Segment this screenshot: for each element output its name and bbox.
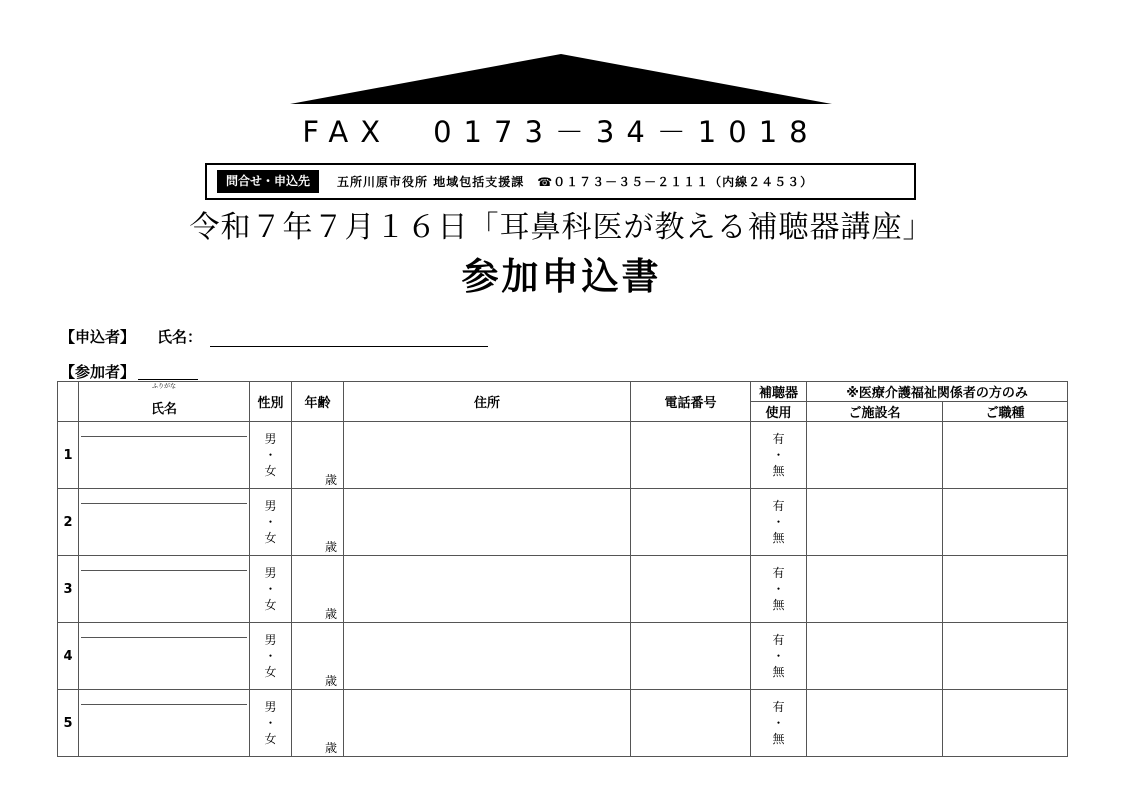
hearing-no[interactable]: 無 bbox=[772, 665, 785, 679]
facility-field[interactable] bbox=[807, 690, 943, 757]
kana-divider bbox=[81, 704, 247, 705]
row-number: 1 bbox=[58, 422, 79, 489]
phone-field[interactable] bbox=[631, 422, 751, 489]
age-field[interactable] bbox=[292, 623, 344, 690]
hearing-aid-choice[interactable] bbox=[751, 489, 807, 556]
gender-choice[interactable] bbox=[250, 422, 292, 489]
table-row bbox=[58, 422, 1068, 489]
hearing-dot: ・ bbox=[772, 649, 785, 663]
row-number: 3 bbox=[58, 556, 79, 623]
participant-name-field[interactable] bbox=[79, 556, 250, 623]
facility-field[interactable] bbox=[807, 556, 943, 623]
kana-divider bbox=[81, 570, 247, 571]
header-phone: 電話番号 bbox=[631, 382, 751, 422]
gender-female[interactable]: 女 bbox=[264, 665, 277, 679]
age-field[interactable] bbox=[292, 690, 344, 757]
header-hearing-aid-line1: 補聴器 bbox=[751, 382, 807, 402]
document-title: 参加申込書 bbox=[461, 255, 662, 298]
hearing-no[interactable]: 無 bbox=[772, 464, 785, 478]
phone-field[interactable] bbox=[631, 690, 751, 757]
hearing-no[interactable]: 無 bbox=[772, 732, 785, 746]
hearing-dot: ・ bbox=[772, 448, 785, 462]
header-age: 年齢 bbox=[292, 382, 344, 422]
gender-female[interactable]: 女 bbox=[264, 732, 277, 746]
hearing-aid-choice[interactable] bbox=[751, 690, 807, 757]
hearing-aid-choice[interactable] bbox=[751, 422, 807, 489]
contact-box bbox=[205, 163, 916, 200]
header-facility: ご施設名 bbox=[807, 402, 943, 422]
phone-field[interactable] bbox=[631, 489, 751, 556]
header-medical-note: ※医療介護福祉関係者の方のみ bbox=[807, 382, 1068, 402]
address-field[interactable] bbox=[344, 690, 631, 757]
header-gender: 性別 bbox=[250, 382, 292, 422]
age-field[interactable] bbox=[292, 422, 344, 489]
age-field[interactable] bbox=[292, 489, 344, 556]
gender-choice[interactable] bbox=[250, 623, 292, 690]
hearing-dot: ・ bbox=[772, 515, 785, 529]
gender-dot: ・ bbox=[264, 515, 277, 529]
gender-female[interactable]: 女 bbox=[264, 531, 277, 545]
hearing-no[interactable]: 無 bbox=[772, 598, 785, 612]
facility-field[interactable] bbox=[807, 623, 943, 690]
applicant-name-field[interactable] bbox=[210, 326, 488, 347]
participants-label-text: 【参加者】 bbox=[60, 363, 136, 381]
occupation-field[interactable] bbox=[943, 623, 1068, 690]
contact-text: 五所川原市役所 地域包括支援課 ☎０１７３－３５－２１１１（内線２４５３） bbox=[337, 175, 814, 189]
hearing-yes[interactable]: 有 bbox=[772, 499, 785, 513]
row-number: 4 bbox=[58, 623, 79, 690]
applicant-section bbox=[60, 326, 488, 347]
header-occupation: ご職種 bbox=[943, 402, 1068, 422]
hearing-dot: ・ bbox=[772, 582, 785, 596]
gender-dot: ・ bbox=[264, 649, 277, 663]
table-row bbox=[58, 556, 1068, 623]
age-unit: 歳 bbox=[325, 473, 338, 487]
kana-divider bbox=[81, 436, 247, 437]
facility-field[interactable] bbox=[807, 422, 943, 489]
event-title: 令和７年７月１６日「耳鼻科医が教える補聴器講座」 bbox=[189, 210, 934, 245]
header-address: 住所 bbox=[344, 382, 631, 422]
table-row bbox=[58, 623, 1068, 690]
hearing-yes[interactable]: 有 bbox=[772, 633, 785, 647]
age-unit: 歳 bbox=[325, 607, 338, 621]
phone-field[interactable] bbox=[631, 556, 751, 623]
gender-choice[interactable] bbox=[250, 556, 292, 623]
hearing-aid-choice[interactable] bbox=[751, 623, 807, 690]
applicant-label: 【申込者】 bbox=[60, 328, 136, 346]
address-field[interactable] bbox=[344, 556, 631, 623]
hearing-aid-choice[interactable] bbox=[751, 556, 807, 623]
age-unit: 歳 bbox=[325, 540, 338, 554]
participant-name-field[interactable] bbox=[79, 422, 250, 489]
row-number: 5 bbox=[58, 690, 79, 757]
address-field[interactable] bbox=[344, 623, 631, 690]
participant-name-field[interactable] bbox=[79, 623, 250, 690]
fax-number: FAX 0173－34－1018 bbox=[302, 115, 820, 149]
header-name-label: 氏名 bbox=[150, 402, 177, 417]
occupation-field[interactable] bbox=[943, 690, 1068, 757]
age-unit: 歳 bbox=[325, 741, 338, 755]
contact-label: 問合せ・申込先 bbox=[217, 170, 319, 193]
header-hearing-aid-line2: 使用 bbox=[751, 402, 807, 422]
participants-table bbox=[57, 381, 1068, 757]
phone-field[interactable] bbox=[631, 623, 751, 690]
applicant-name-label: 氏名： bbox=[157, 328, 203, 346]
gender-choice[interactable] bbox=[250, 690, 292, 757]
address-field[interactable] bbox=[344, 422, 631, 489]
gender-dot: ・ bbox=[264, 716, 277, 730]
gender-dot: ・ bbox=[264, 448, 277, 462]
facility-field[interactable] bbox=[807, 489, 943, 556]
hearing-yes[interactable]: 有 bbox=[772, 566, 785, 580]
gender-female[interactable]: 女 bbox=[264, 598, 277, 612]
gender-dot: ・ bbox=[264, 582, 277, 596]
address-field[interactable] bbox=[344, 489, 631, 556]
kana-divider bbox=[81, 503, 247, 504]
age-field[interactable] bbox=[292, 556, 344, 623]
table-row bbox=[58, 690, 1068, 757]
participants-section-label bbox=[60, 361, 135, 382]
age-unit: 歳 bbox=[325, 674, 338, 688]
hearing-dot: ・ bbox=[772, 716, 785, 730]
header-number bbox=[58, 382, 79, 422]
gender-female[interactable]: 女 bbox=[264, 464, 277, 478]
gender-male[interactable]: 男 bbox=[264, 499, 277, 513]
gender-male[interactable]: 男 bbox=[264, 700, 277, 714]
participants-label-underline bbox=[138, 379, 198, 380]
gender-choice[interactable] bbox=[250, 489, 292, 556]
hearing-no[interactable]: 無 bbox=[772, 531, 785, 545]
occupation-field[interactable] bbox=[943, 489, 1068, 556]
roof-triangle bbox=[290, 54, 832, 106]
participant-name-field[interactable] bbox=[79, 690, 250, 757]
gender-male[interactable]: 男 bbox=[264, 432, 277, 446]
header-name bbox=[79, 382, 250, 422]
table-row bbox=[58, 489, 1068, 556]
participant-name-field[interactable] bbox=[79, 489, 250, 556]
hearing-yes[interactable]: 有 bbox=[772, 700, 785, 714]
hearing-yes[interactable]: 有 bbox=[772, 432, 785, 446]
header-name-ruby: ふりがな bbox=[151, 383, 176, 390]
occupation-field[interactable] bbox=[943, 556, 1068, 623]
gender-male[interactable]: 男 bbox=[264, 566, 277, 580]
kana-divider bbox=[81, 637, 247, 638]
gender-male[interactable]: 男 bbox=[264, 633, 277, 647]
occupation-field[interactable] bbox=[943, 422, 1068, 489]
row-number: 2 bbox=[58, 489, 79, 556]
